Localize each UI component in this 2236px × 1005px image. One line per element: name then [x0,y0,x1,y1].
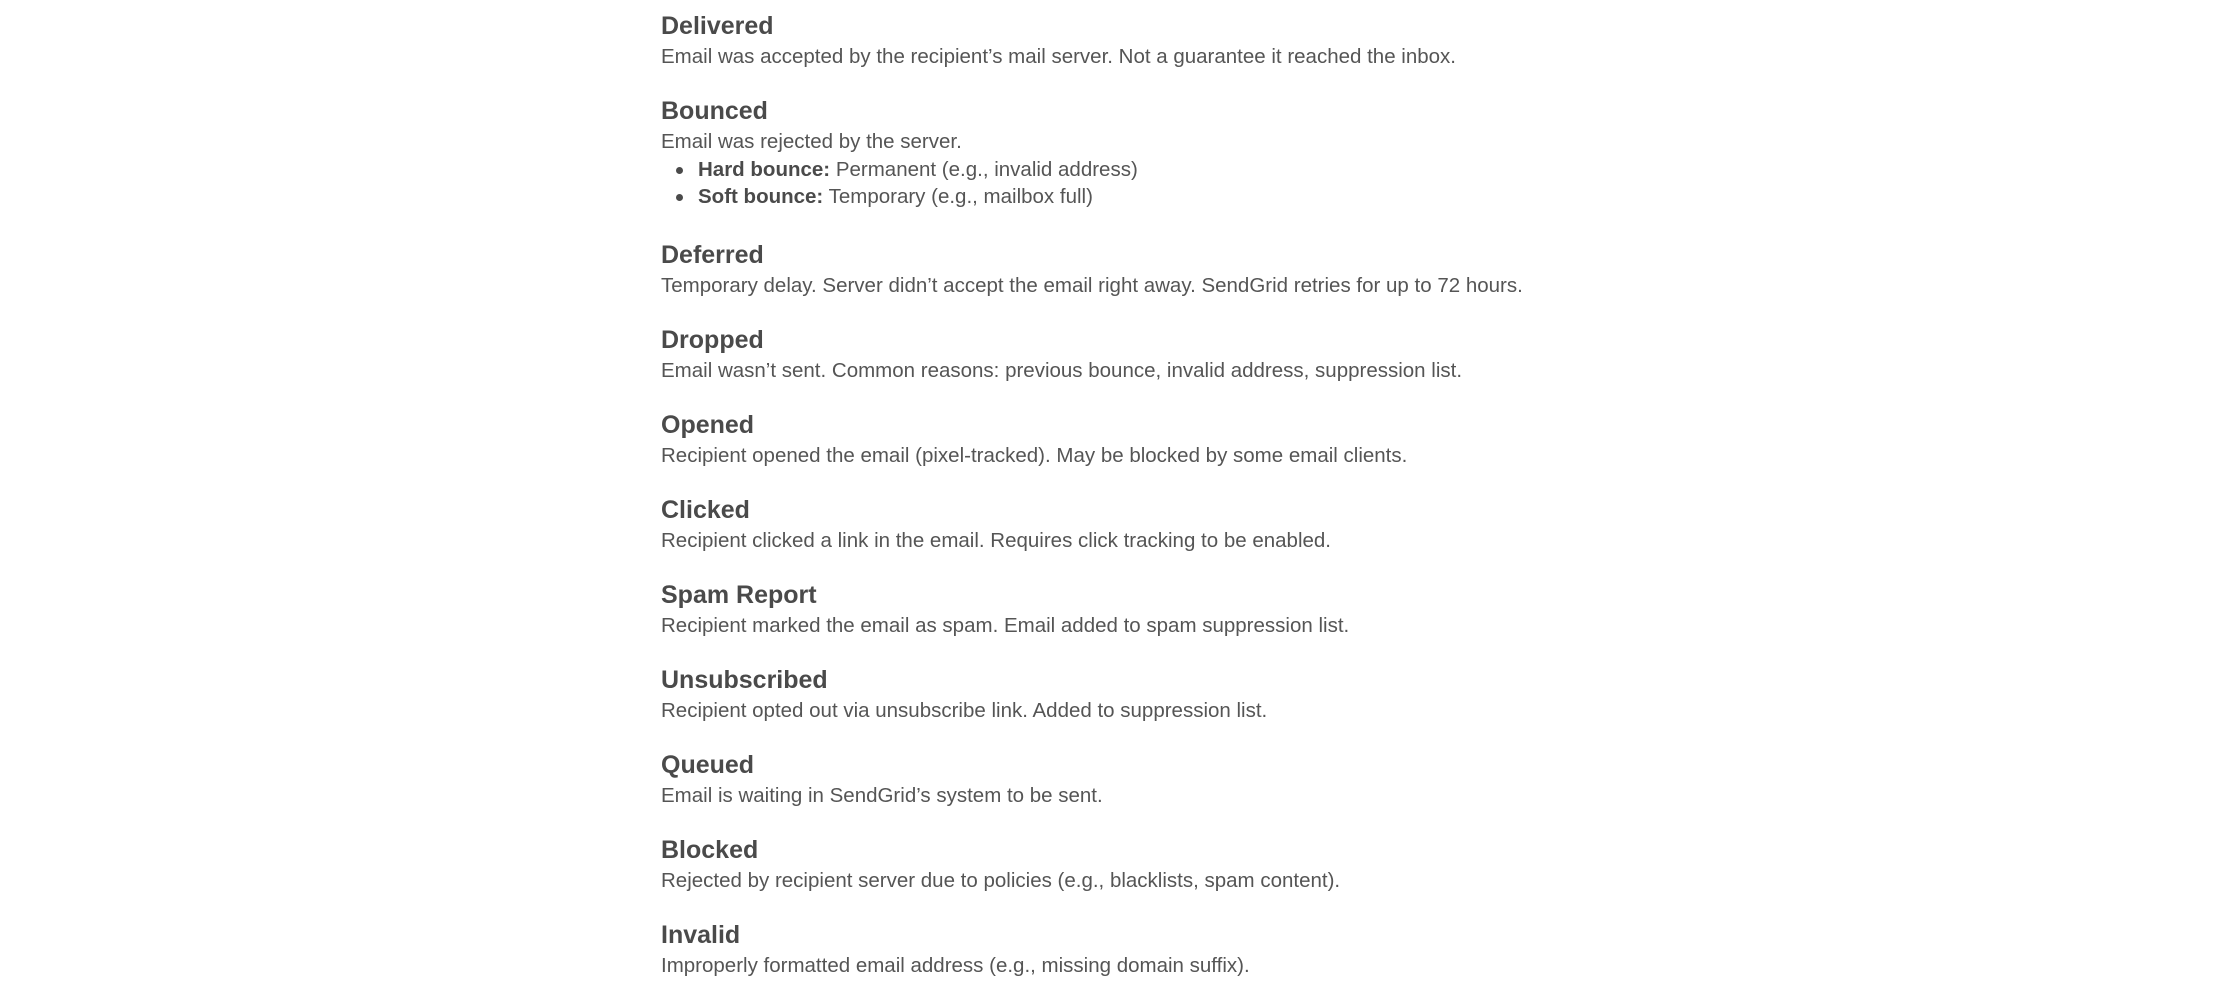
status-title: Deferred [661,241,764,269]
bounce-detail: Temporary (e.g., mailbox full) [828,185,1093,208]
status-title: Bounced [661,97,768,125]
status-title: Invalid [661,921,741,949]
status-description: Email was rejected by the server. [661,130,962,153]
status-description: Recipient marked the email as spam. Email added to spam suppression list. [661,614,1350,637]
status-description: Email wasn’t sent. Common reasons: previous bounce, invalid address, suppression list. [661,359,1463,382]
status-description: Recipient clicked a link in the email. Requires click tracking to be enabled. [661,529,1332,552]
bullet-icon [676,194,683,201]
status-description: Recipient opted out via unsubscribe link. Added to suppression list. [661,699,1268,722]
status-title: Delivered [661,12,774,40]
status-title: Clicked [661,496,750,524]
status-queued [661,750,1861,810]
bounce-detail: Permanent (e.g., invalid address) [835,158,1138,181]
status-clicked [661,495,1861,555]
status-description: Rejected by recipient server due to policies (e.g., blacklists, spam content). [661,869,1341,892]
status-invalid [661,920,1861,980]
status-bounced [661,96,1861,210]
status-title: Unsubscribed [661,666,828,694]
status-title: Spam Report [661,581,817,609]
status-deferred [661,240,1861,300]
status-description: Temporary delay. Server didn’t accept the email right away. SendGrid retries for up to 72 hours. [661,274,1523,297]
status-description: Recipient opened the email (pixel-tracked). May be blocked by some email clients. [661,444,1408,467]
status-title: Blocked [661,836,759,864]
status-description: Improperly formatted email address (e.g., missing domain suffix). [661,954,1250,977]
status-description: Email was accepted by the recipient’s mail server. Not a guarantee it reached the inbox. [661,45,1456,68]
status-delivered [661,11,1861,71]
status-spam-report [661,580,1861,640]
bounce-term: Hard bounce: [698,158,831,181]
bounce-types-list [661,156,1861,210]
list-item-hard-bounce [661,156,1861,183]
status-blocked [661,835,1861,895]
status-title: Queued [661,751,755,779]
bounce-term: Soft bounce: [698,185,824,208]
status-unsubscribed [661,665,1861,725]
status-dropped [661,325,1861,385]
status-description: Email is waiting in SendGrid’s system to be sent. [661,784,1103,807]
list-item-soft-bounce [661,183,1861,210]
status-title: Dropped [661,326,764,354]
bullet-icon [676,167,683,174]
status-opened [661,410,1861,470]
status-title: Opened [661,411,755,439]
